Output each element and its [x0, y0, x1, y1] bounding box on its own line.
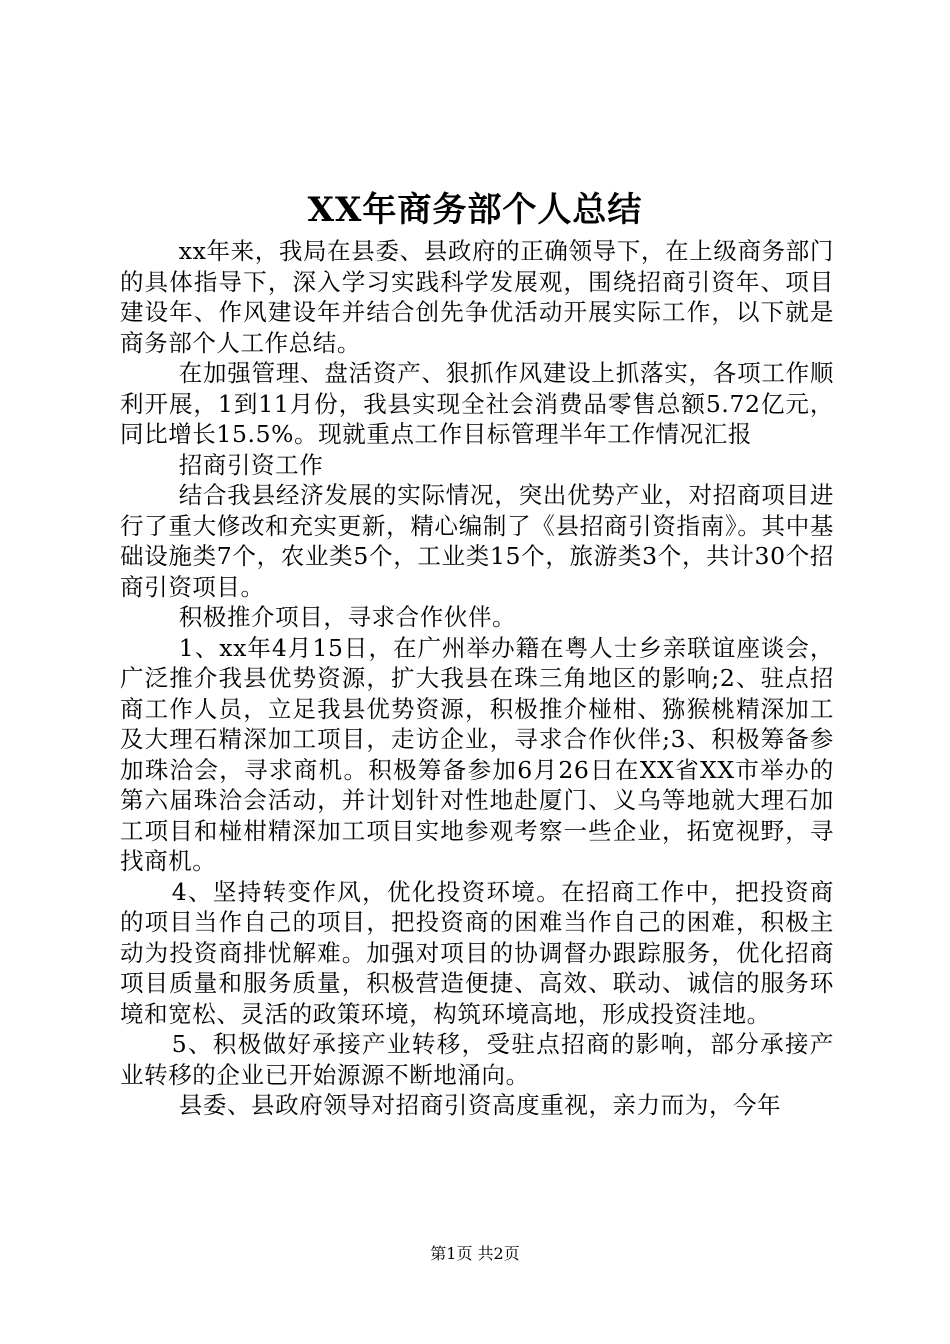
paragraph-leadership: 县委、县政府领导对招商引资高度重视，亲力而为，今年	[178, 1091, 782, 1119]
page-footer: 第1页 共2页	[430, 1244, 520, 1263]
paragraph-item-4: 4、坚持转变作风，优化投资环境。在招商工作中，把投资商的项目当作自己的项目，把投资商的困难当作自己的困难，积极主动为投资商排忧解难。加强对项目的协调督办跟踪服务，优化招商项目质量和服务质量，积极营造便捷、高效、联动、诚信的服务环境和宽松、灵活的政策环境，构筑环境高地，形成投资洼地。	[120, 877, 834, 1028]
paragraph-promote-projects: 积极推介项目，寻求合作伙伴。	[178, 603, 517, 631]
paragraph-list-items-1-3: 1、xx年4月15日，在广州举办籍在粤人士乡亲联谊座谈会，广泛推介我县优势资源，扩大我县在珠三角地区的影响;2、驻点招商工作人员，立足我县优势资源，积极推介椪柑、猕猴桃精深加工及大理石精深加工项目，走访企业，寻求合作伙伴;3、积极筹备参加珠洽会，寻求商机。积极筹备参加6月26日在XX省XX市举办的第六届珠洽会活动，并计划针对性地赴厦门、义乌等地就大理石加工项目和椪柑精深加工项目实地参观考察一些企业，拓宽视野，寻找商机。	[120, 633, 834, 875]
paragraph-investment-guide: 结合我县经济发展的实际情况，突出优势产业，对招商项目进行了重大修改和充实更新，精心编制了《县招商引资指南》。其中基础设施类7个，农业类5个，工业类15个，旅游类3个，共计30个招商引资项目。	[120, 481, 834, 601]
document-title: XX年商务部个人总结	[307, 190, 643, 230]
paragraph-intro: xx年来，我局在县委、县政府的正确领导下，在上级商务部门的具体指导下，深入学习实践科学发展观，围绕招商引资年、项目建设年、作风建设年并结合创先争优活动开展实际工作，以下就是商务部个人工作总结。	[120, 237, 834, 357]
paragraph-summary: 在加强管理、盘活资产、狠抓作风建设上抓落实，各项工作顺利开展，1到11月份，我县实现全社会消费品零售总额5.72亿元，同比增长15.5%。现就重点工作目标管理半年工作情况汇报	[120, 359, 834, 448]
section-heading-investment: 招商引资工作	[178, 450, 324, 479]
document-body	[120, 236, 834, 1121]
paragraph-item-5: 5、积极做好承接产业转移，受驻点招商的影响，部分承接产业转移的企业已开始源源不断地涌向。	[120, 1030, 834, 1089]
